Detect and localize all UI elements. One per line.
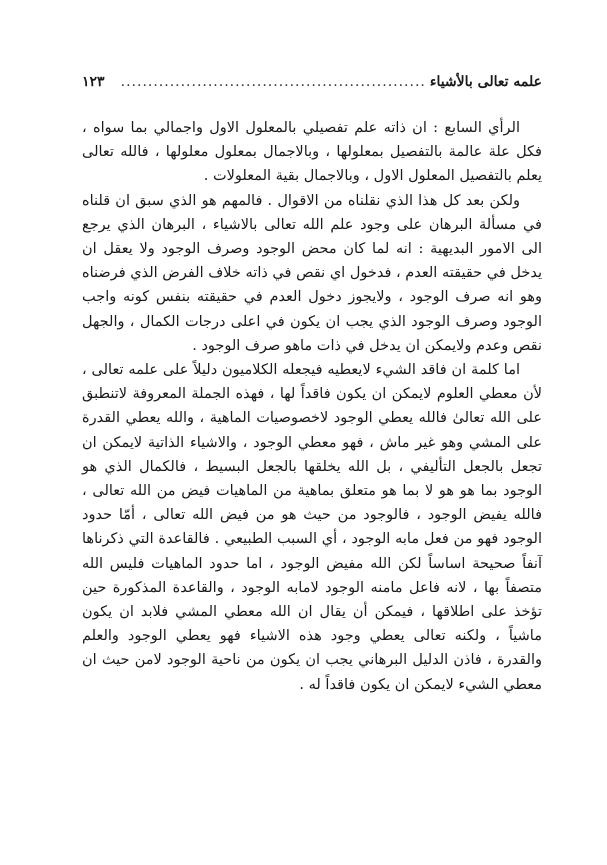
paragraph-proof-of-knowledge: ولكن بعد كل هذا الذي نقلناه من الاقوال . فالمهم هو الذي سبق ان قلناه في مسألة البرهان على وجود علم الله تعالى بالاشياء ، البرهان الذي يرجع الى الامور البديهية : انه لما كان محض الوجود وصرف الوجود ولا يعقل ان يدخل في حقيقته العدم ، فدخول اي نقص في ذاته خلاف الفرض الذي فرضناه وهو انه صرف الوجود ، ولايجوز دخول العدم في حقيقته بنفس كونه واجب الوجود وصرف الوجود الذي يجب ان يكون في اعلى درجات الكمال ، والجهل نقص وعدم ولايمكن ان يدخل في ذات ماهو صرف الوجود .	[82, 192, 542, 354]
header-leader-dots: ........................................................	[120, 74, 426, 90]
header-title: علمه تعالى بالأشياء	[429, 74, 542, 90]
page-body	[82, 116, 542, 697]
paragraph-giver-of-thing: اما كلمة ان فاقد الشيء لايعطيه فيجعله الكلاميون دليلاً على علمه تعالى ، لأن معطي العلوم لايمكن ان يكون فاقداً لها ، فهذه الجملة المعروفة لاتنطبق على الله تعالىٰ فالله يعطي الوجود لاخصوصيات الماهية ، والله يعطي القدرة على المشي وهو غير ماش ، فهو معطي الوجود ، والاشياء الذاتية لايمكن ان تجعل بالجعل التأليفي ، بل الله يخلقها بالجعل البسيط ، فالكمال الذي هو الوجود بما هو هو لا بما هو متعلق بماهية من الماهيات فيض من الله تعالى ، فالله يفيض الوجود ، فالوجود من حيث هو من فيض الله تعالى ، أمّا حدود الوجود فهو من فعل مابه الوجود ، أي السبب الطبيعي . فالقاعدة التي ذكرناها آنفاً صحيحة اساساً لكن الله مفيض الوجود ، اما حدود الماهيات فليس الله متصفاً بها ، لانه فاعل مامنه الوجود لامابه الوجود ، والقاعدة المذكورة حين تؤخذ على اطلاقها ، فيمكن أن يقال ان الله معطي المشي فلابد ان يكون ماشياً ، ولكنه تعالى يعطي وجود هذه الاشياء فهو يعطي الوجود والعلم والقدرة ، فاذن الدليل البرهاني يجب ان يكون من ناحية الوجود لامن حيث ان معطي الشيء لايمكن ان يكون فاقداً له .	[82, 362, 542, 693]
running-header	[82, 74, 542, 100]
page-number: ١٢٣	[82, 74, 105, 90]
book-page	[82, 74, 542, 697]
paragraph-seventh-opinion: الرأي السابع : ان ذاته علم تفصيلي بالمعلول الاول واجمالي بما سواه ، فكل علة عالمة بالتفصيل بمعلولها ، وبالاجمال بمعلول معلولها ، فالله تعالى يعلم بالتفصيل المعلول الاول ، وبالاجمال بقية المعلولات .	[82, 120, 542, 185]
